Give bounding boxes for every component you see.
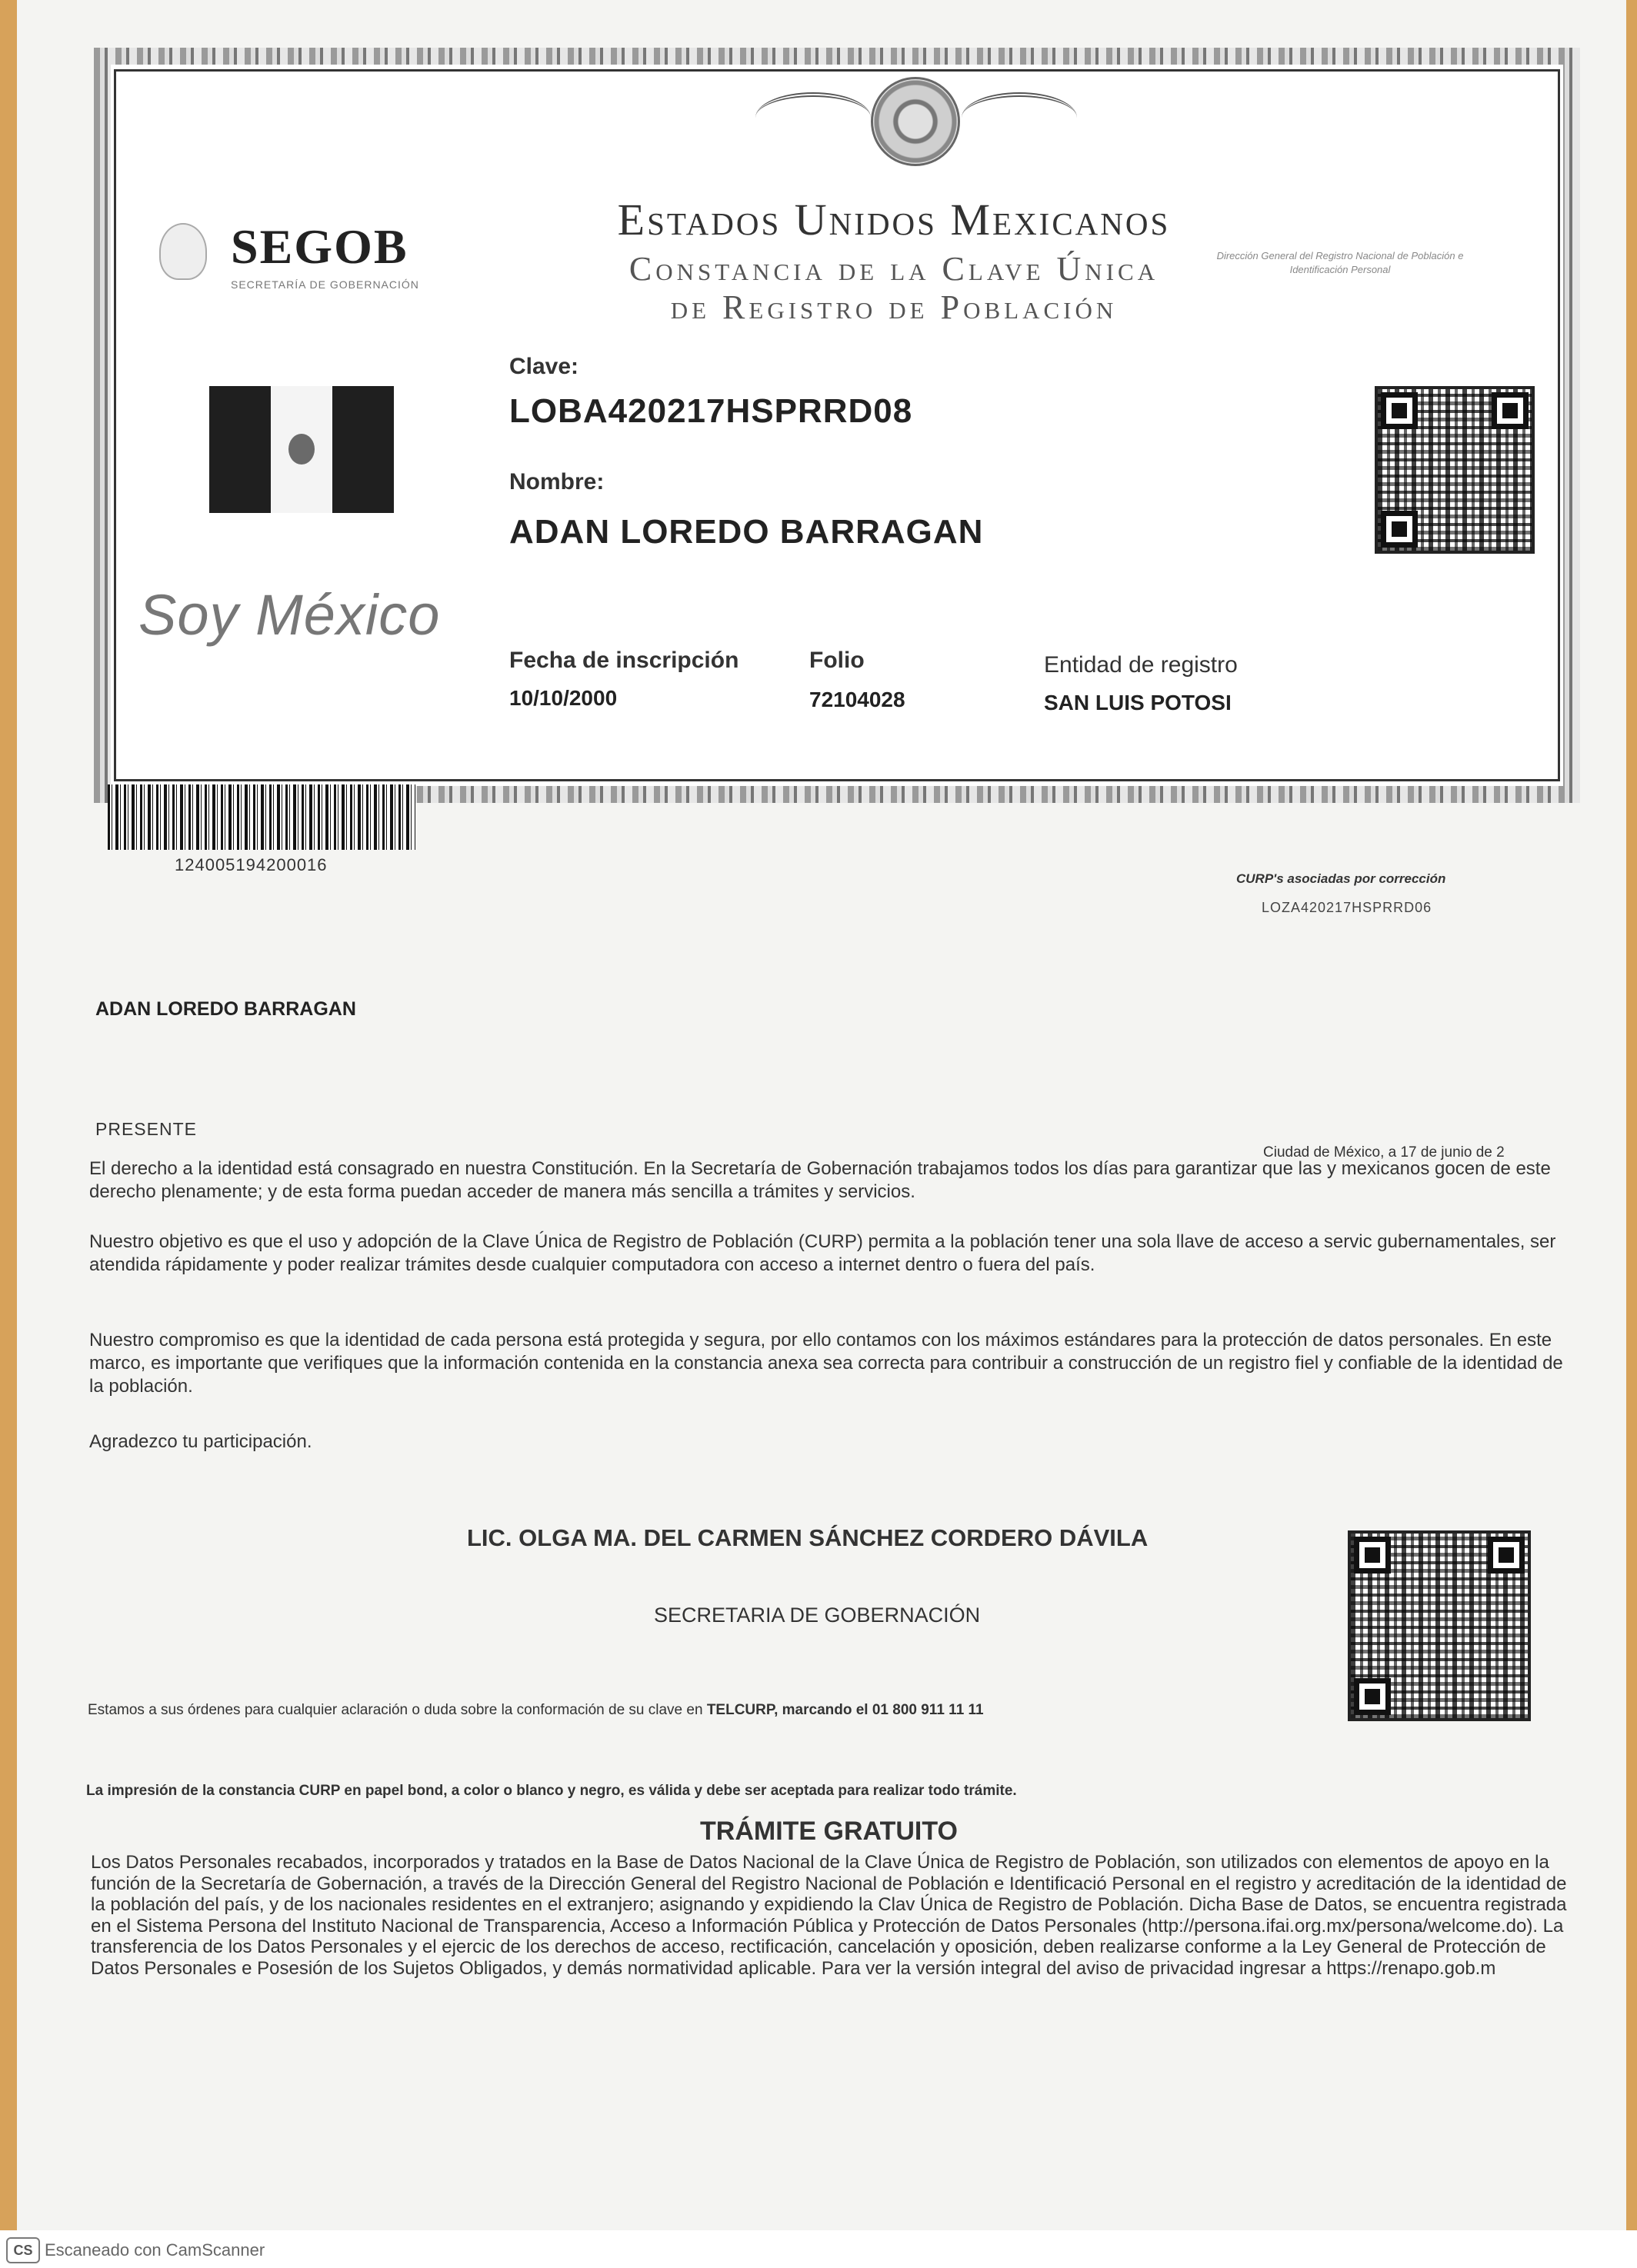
scanner-footer: [0, 2230, 1637, 2268]
ornament-left: [755, 92, 871, 143]
signatory-title: SECRETARIA DE GOBERNACIÓN: [654, 1604, 981, 1627]
certificate-title: Estados Unidos Mexicanos: [617, 195, 1171, 245]
fecha-label: Fecha de inscripción: [509, 648, 739, 673]
ornament-right: [962, 92, 1077, 143]
recipient-name: ADAN LOREDO BARRAGAN: [95, 998, 356, 1020]
entidad-value: SAN LUIS POTOSI: [1044, 691, 1232, 714]
certificate-subtitle-1: Constancia de la Clave Única: [628, 250, 1159, 288]
qr-code-icon: [1375, 386, 1535, 554]
nombre-value: ADAN LOREDO BARRAGAN: [509, 513, 984, 551]
fecha-value: 10/10/2000: [509, 686, 618, 710]
segob-subtitle: SECRETARÍA DE GOBERNACIÓN: [231, 278, 419, 291]
segob-emblem-icon: [159, 223, 207, 280]
letter-date: Ciudad de México, a 17 de junio de 2: [1263, 1144, 1505, 1161]
printing-validity-note: La impresión de la constancia CURP en papel bond, a color o blanco y negro, es válida y debe ser aceptada para realizar todo trámite.: [86, 1783, 1017, 1799]
certificate-subtitle-2: de Registro de Población: [670, 288, 1118, 326]
nombre-label: Nombre:: [509, 469, 605, 495]
telcurp-note: Estamos a sus órdenes para cualquier aclaración o duda sobre la conformación de su clave en TELCURP, marcando el 01 800 911 11 11: [88, 1702, 984, 1718]
slogan: Soy México: [138, 583, 441, 647]
presente-label: PRESENTE: [95, 1119, 197, 1139]
paragraph-1: El derecho a la identidad está consagrado en nuestra Constitución. En la Secretaría de Gobernación trabajamos todos los días para garantizar que las y mexicanos gocen de este derecho plenamente; y de esta forma puedan acceder de manera más sencilla a trámites y servicios.: [89, 1158, 1551, 1202]
folio-value: 72104028: [809, 688, 905, 711]
curp-certificate: [94, 48, 1580, 803]
barcode-icon: [108, 784, 415, 850]
renapo-caption: Dirección General del Registro Nacional de Población e Identificación Personal: [1216, 250, 1464, 275]
clave-value: LOBA420217HSPRRD08: [509, 392, 913, 430]
associated-curps-label: CURP's asociadas por corrección: [1236, 871, 1446, 886]
national-seal-icon: [871, 77, 960, 166]
folio-label: Folio: [809, 648, 865, 673]
document-page: [17, 0, 1626, 2230]
qr-code-2-icon: [1348, 1530, 1531, 1721]
free-procedure-heading: TRÁMITE GRATUITO: [700, 1817, 958, 1846]
barcode-number: 124005194200016: [175, 855, 328, 874]
associated-curps-value: LOZA420217HSPRRD06: [1262, 900, 1432, 915]
camscanner-logo-icon: CS: [6, 2237, 40, 2263]
paragraph-3: Nuestro compromiso es que la identidad de cada persona está protegida y segura, por ello contamos con los máximos estándares para la protección de datos personales. En este marco, es importante que verifiques que la información contenida en la constancia anexa sea correcta para contribuir a construcción de un registro fiel y confiable de la identidad de la población.: [89, 1330, 1563, 1397]
entidad-label: Entidad de registro: [1044, 652, 1238, 678]
segob-logo-text: SEGOB: [231, 219, 408, 274]
signatory-name: LIC. OLGA MA. DEL CARMEN SÁNCHEZ CORDERO DÁVILA: [467, 1524, 1149, 1551]
paragraph-4: Agradezco tu participación.: [89, 1431, 312, 1452]
scanner-caption: Escaneado con CamScanner: [45, 2240, 265, 2260]
mexico-flag-icon: [209, 386, 394, 513]
clave-label: Clave:: [509, 354, 579, 379]
paragraph-2: Nuestro objetivo es que el uso y adopción de la Clave Única de Registro de Población (CURP) permita a la población tener una sola llave de acceso a servic gubernamentales, ser atendida rápidamente y poder realizar trámites desde cualquier computadora con acceso a internet dentro o fuera del país.: [89, 1231, 1556, 1275]
privacy-notice: Los Datos Personales recabados, incorporados y tratados en la Base de Datos Nacional de la Clave Única de Registro de Población, son utilizados con elementos de apoyo en la función de la Secretaría de Gobernación, a través de la Dirección General del Registro Nacional de Población e Identificació Personal en el registro y acreditación de la identidad de la población del país, y de los nacionales residentes en el extranjero; asignando y expidiendo la Clav Única de Registro de Población. Dicha Base de Datos, se encuentra registrada en el Sistema Persona del Instituto Nacional de Transparencia, Acceso a Información Pública y Protección de Datos Personales (http://persona.ifai.org.mx/persona/welcome.do). La transferencia de los Datos Personales y el ejercic de los derechos de acceso, rectificación, cancelación y oposición, deben realizarse conforme a la Ley General de Protección de Datos Personales e Posesión de los Sujetos Obligados, y demás normatividad aplicable. Para ver la versión integral del aviso de privacidad ingresar a https://renapo.gob.m: [91, 1852, 1567, 1979]
